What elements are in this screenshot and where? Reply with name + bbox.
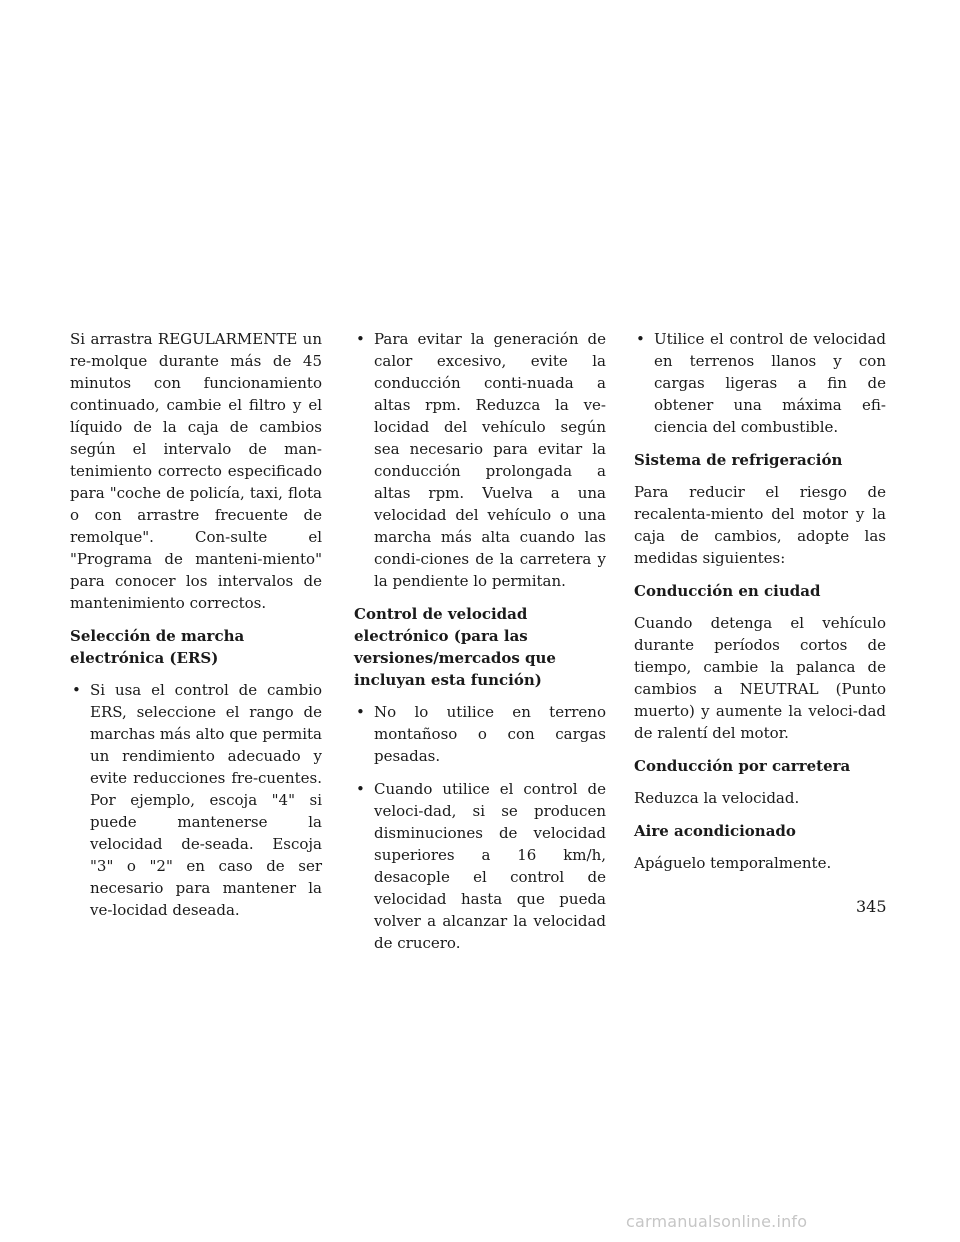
towing-paragraph: Si arrastra REGULARMENTE un re-molque durante más de 45 minutos con funcionamiento continuado, cambie el filtro y el líquido de la caja de cambios según el intervalo de man-tenimiento correcto especificado para "coche de policía, taxi, flota o con arrastre frecuente de remolque". Con-sulte el "Programa de manteni-miento" para conocer los intervalos de mantenimiento correctos. [70,330,322,612]
page-number: 345 [856,897,887,916]
city-driving-heading: Conducción en ciudad [634,582,821,600]
ers-heading: Selección de marcha electrónica (ERS) [70,627,245,667]
list-item [634,328,886,438]
highway-driving-heading: Conducción por carretera [634,757,851,775]
cooling-heading: Sistema de refrigeración [634,451,843,469]
column-right [634,328,886,885]
list-item [354,328,606,592]
list-item [354,701,606,767]
mountain-bullet-text: No lo utilice en terreno montañoso o con cargas pesadas. [374,703,606,765]
bullet-icon: • [72,681,81,699]
list-item [70,679,322,921]
air-conditioning-heading: Aire acondicionado [634,822,796,840]
heat-bullet-text: Para evitar la generación de calor excesivo, evite la conducción conti-nuada a altas rpm. Reduzca la ve-locidad del vehículo según sea necesario para evitar la conducción prolongada a altas rpm. Vuelva a una velocidad del vehículo o una marcha más alta cuando las condi-ciones de la carretera y la pendiente lo permitan. [374,330,606,590]
bullet-icon: • [356,780,365,798]
cooling-paragraph: Para reducir el riesgo de recalenta-miento del motor y la caja de cambios, adopte las medidas siguientes: [634,483,886,567]
speed-control-heading: Control de velocidad electrónico (para las versiones/mercados que incluyan esta función) [354,605,556,689]
column-left [70,328,322,932]
flat-terrain-bullet-text: Utilice el control de velocidad en terrenos llanos y con cargas ligeras a fin de obtener una máxima efi-ciencia del combustible. [654,330,886,436]
bullet-icon: • [636,330,645,348]
city-driving-paragraph: Cuando detenga el vehículo durante períodos cortos de tiempo, cambie la palanca de cambios a NEUTRAL (Punto muerto) y aumente la veloci-dad de ralentí del motor. [634,614,886,742]
bullet-icon: • [356,330,365,348]
ers-bullet-text: Si usa el control de cambio ERS, seleccione el rango de marchas más alto que permita un rendimiento adecuado y evite reducciones fre-cuentes. Por ejemplo, escoja "4" si puede mantenerse la velocidad de-seada. Escoja "3" o "2" en caso de ser necesario para mantener la ve-locidad deseada. [90,681,322,919]
watermark-link[interactable]: carmanualsonline.info [626,1212,808,1231]
list-item [354,778,606,954]
bullet-icon: • [356,703,365,721]
highway-driving-paragraph: Reduzca la velocidad. [634,789,800,807]
column-middle [354,328,606,965]
air-conditioning-paragraph: Apáguelo temporalmente. [634,854,832,872]
cruise-bullet-text: Cuando utilice el control de veloci-dad, si se producen disminuciones de velocidad superiores a 16 km/h, desacople el control de velocidad hasta que pueda volver a alcanzar la velocidad de crucero. [374,780,606,952]
